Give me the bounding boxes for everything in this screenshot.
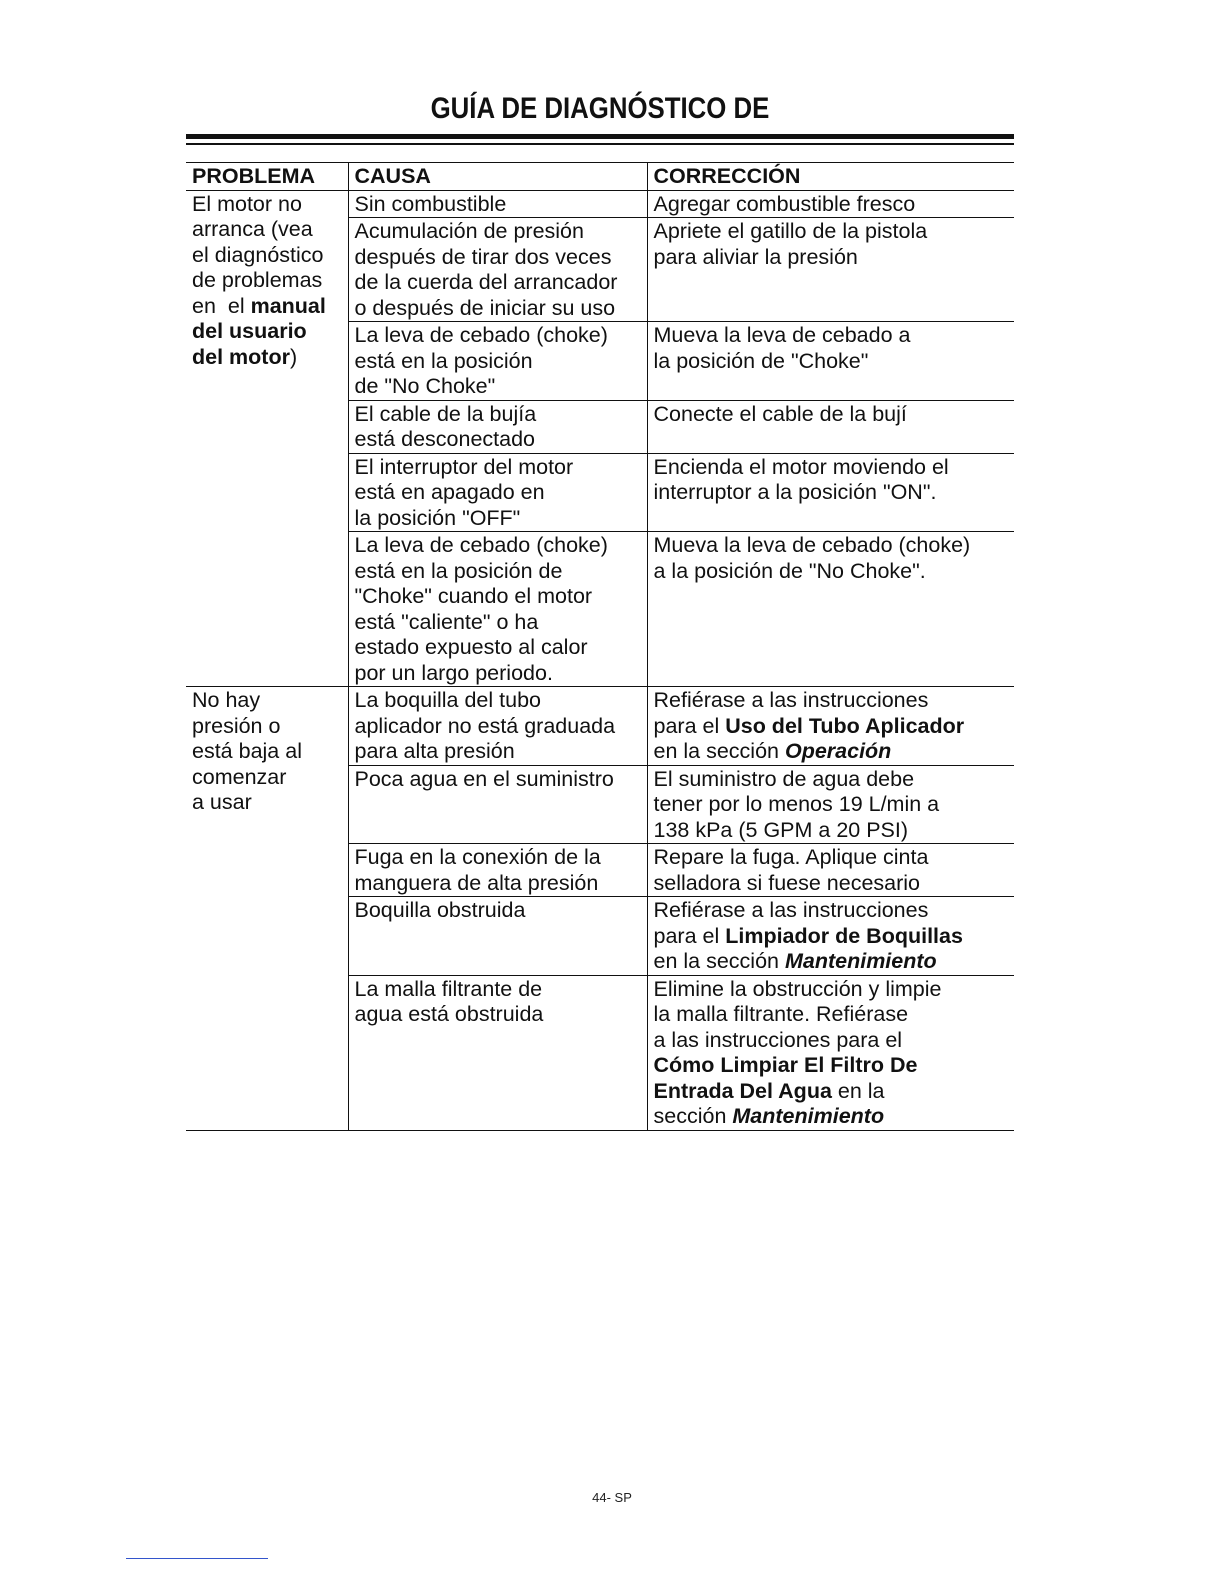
problem-text: el diagnóstico xyxy=(192,242,324,267)
page-number: 44- SP xyxy=(592,1490,632,1505)
cause-line: está en apagado en xyxy=(354,480,545,504)
correction-line: Conecte el cable de la bují xyxy=(653,401,907,426)
cause-line: está en la posición xyxy=(354,348,533,373)
correction-cell xyxy=(647,975,1014,1130)
troubleshooting-table xyxy=(186,162,1014,1131)
cause-cell xyxy=(348,322,647,401)
cause-line: estado expuesto al calor xyxy=(354,635,588,659)
cause-line: aplicador no está graduada xyxy=(354,713,616,738)
correction-cell xyxy=(647,190,1014,218)
correction-line: Mueva la leva de cebado (choke) xyxy=(653,533,971,557)
cause-cell xyxy=(348,453,647,532)
page-title: GUÍA DE DIAGNÓSTICO DE xyxy=(430,92,770,125)
cause-line: después de tirar dos veces xyxy=(354,244,612,269)
cause-line: Boquilla obstruida xyxy=(354,898,526,922)
cause-line: para alta presión xyxy=(354,739,515,763)
correction-line: Repare la fuga. Aplique cinta xyxy=(653,845,929,869)
table-row xyxy=(186,687,1014,766)
cause-line: por un largo periodo. xyxy=(354,660,553,685)
cause-line: Poca agua en el suministro xyxy=(354,766,614,791)
header-cause: CAUSA xyxy=(348,163,647,191)
header-correction: CORRECCIÓN xyxy=(647,163,1014,191)
problem-ref-bold: del motor xyxy=(192,344,290,369)
problem-text: comenzar xyxy=(192,764,287,789)
cause-line: Acumulación de presión xyxy=(354,219,584,243)
cause-line: está "caliente" o ha xyxy=(354,609,539,634)
problem-ref-bold: manual xyxy=(250,293,326,318)
cause-line: La malla filtrante de xyxy=(354,976,543,1001)
cause-line: Sin combustible xyxy=(354,191,507,216)
problem-text: arranca (vea xyxy=(192,217,313,241)
correction-section-bold-italic: Operación xyxy=(784,739,892,763)
cause-cell xyxy=(348,532,647,687)
problem-cell-engine xyxy=(186,190,348,687)
cause-cell xyxy=(348,844,647,897)
correction-line: tener por lo menos 19 L/min a xyxy=(653,792,940,816)
correction-ref-bold: Limpiador de Boquillas xyxy=(725,923,963,948)
correction-line: Mueva la leva de cebado a xyxy=(653,323,911,347)
correction-line: Refiérase a las instrucciones xyxy=(653,688,929,712)
correction-cell xyxy=(647,532,1014,687)
problem-text: El motor no xyxy=(192,191,302,216)
correction-cell xyxy=(647,400,1014,453)
problem-text: ) xyxy=(289,344,298,369)
cause-line: El interruptor del motor xyxy=(354,454,574,479)
cause-cell xyxy=(348,218,647,322)
correction-ref-bold: Entrada Del Agua xyxy=(653,1078,832,1103)
cause-line: Fuga en la conexión de la xyxy=(354,845,601,869)
cause-line: o después de iniciar su uso xyxy=(354,295,616,320)
header-problem: PROBLEMA xyxy=(186,163,348,191)
correction-line: 138 kPa (5 GPM a 20 PSI) xyxy=(653,817,909,842)
cause-line: de "No Choke" xyxy=(354,374,496,398)
cause-cell xyxy=(348,190,647,218)
correction-section-bold-italic: Mantenimiento xyxy=(732,1104,885,1128)
correction-cell xyxy=(647,765,1014,844)
correction-cell xyxy=(647,453,1014,532)
cause-cell xyxy=(348,975,647,1130)
correction-cell xyxy=(647,322,1014,401)
correction-text: sección xyxy=(653,1104,733,1128)
problem-text: No hay xyxy=(192,688,261,712)
problem-ref-bold: del usuario xyxy=(192,319,307,343)
problem-text: a usar xyxy=(192,790,252,814)
correction-text: en la xyxy=(831,1078,885,1103)
correction-cell xyxy=(647,218,1014,322)
cause-line: El cable de la bujía xyxy=(354,401,537,426)
correction-cell xyxy=(647,687,1014,766)
correction-section-bold-italic: Mantenimiento xyxy=(784,949,937,973)
cause-line: de la cuerda del arrancador xyxy=(354,270,618,294)
correction-line: Agregar combustible fresco xyxy=(653,191,916,216)
correction-cell xyxy=(647,897,1014,976)
correction-line: a la posición de "No Choke". xyxy=(653,558,926,583)
correction-line: interruptor a la posición "ON". xyxy=(653,480,937,504)
table-row xyxy=(186,190,1014,218)
correction-text: para el xyxy=(653,713,726,738)
cause-line: está desconectado xyxy=(354,427,535,451)
correction-text: en la sección xyxy=(653,739,785,763)
cause-line: La leva de cebado (choke) xyxy=(354,323,608,347)
correction-line: Refiérase a las instrucciones xyxy=(653,898,929,922)
problem-cell-pressure xyxy=(186,687,348,1131)
correction-line: a las instrucciones para el xyxy=(653,1027,903,1052)
problem-text: está baja al xyxy=(192,739,302,763)
bottom-link-rule xyxy=(126,1558,268,1559)
cause-line: La boquilla del tubo xyxy=(354,688,541,712)
problem-text: de problemas xyxy=(192,268,323,292)
cause-cell xyxy=(348,765,647,844)
cause-line: "Choke" cuando el motor xyxy=(354,584,593,608)
title-rule-thick xyxy=(186,134,1014,139)
cause-line: La leva de cebado (choke) xyxy=(354,533,608,557)
correction-ref-bold: Cómo Limpiar El Filtro De xyxy=(653,1053,918,1077)
cause-line: la posición "OFF" xyxy=(354,505,521,530)
table-header-row xyxy=(186,163,1014,191)
correction-line: El suministro de agua debe xyxy=(653,766,915,791)
cause-line: está en la posición de xyxy=(354,558,563,583)
cause-line: agua está obstruida xyxy=(354,1002,544,1026)
correction-cell xyxy=(647,844,1014,897)
correction-line: la malla filtrante. Refiérase xyxy=(653,1002,909,1026)
correction-line: Apriete el gatillo de la pistola xyxy=(653,219,928,243)
correction-line: Elimine la obstrucción y limpie xyxy=(653,976,942,1001)
cause-cell xyxy=(348,400,647,453)
correction-line: la posición de "Choke" xyxy=(653,348,869,373)
correction-text: para el xyxy=(653,923,726,948)
problem-text: presión o xyxy=(192,713,281,738)
correction-text: en la sección xyxy=(653,949,785,973)
correction-ref-bold: Uso del Tubo Aplicador xyxy=(725,713,965,738)
cause-cell xyxy=(348,897,647,976)
correction-line: para aliviar la presión xyxy=(653,244,858,269)
cause-cell xyxy=(348,687,647,766)
title-rule-thin xyxy=(186,143,1014,145)
cause-line: manguera de alta presión xyxy=(354,870,599,895)
correction-line: Encienda el motor moviendo el xyxy=(653,454,949,479)
problem-text: en el xyxy=(192,293,251,318)
correction-line: selladora si fuese necesario xyxy=(653,870,921,895)
